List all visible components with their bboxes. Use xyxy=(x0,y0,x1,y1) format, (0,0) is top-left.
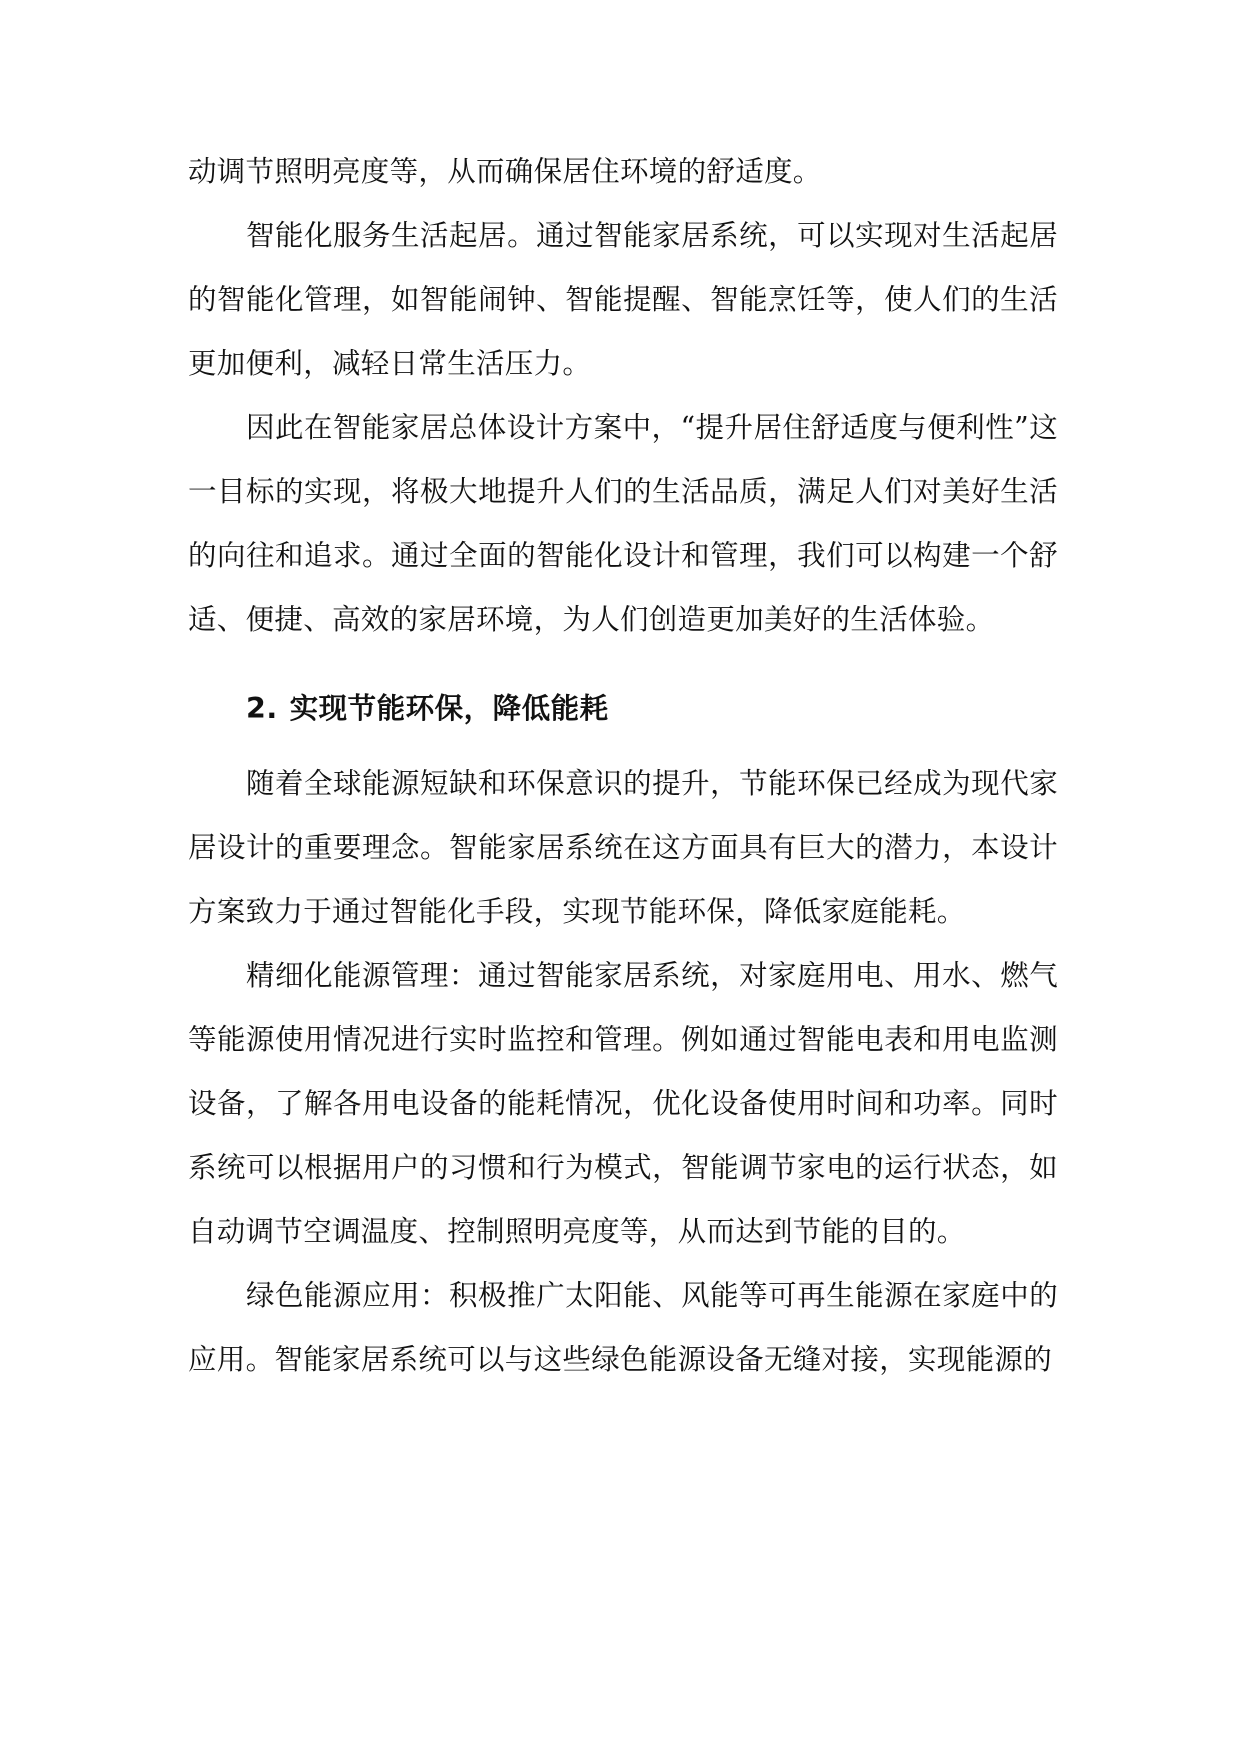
paragraph-smart-living-services: 智能化服务生活起居。通过智能家居系统，可以实现对生活起居的智能化管理，如智能闹钟、智能提醒、智能烹饪等，使人们的生活更加便利，减轻日常生活压力。 xyxy=(188,219,1058,380)
section-title: 实现节能环保，降低能耗 xyxy=(289,692,609,725)
paragraph-comfort-summary: 因此在智能家居总体设计方案中，“提升居住舒适度与便利性”这一目标的实现，将极大地提升人们的生活品质，满足人们对美好生活的向往和追求。通过全面的智能化设计和管理，我们可以构建一个舒适、便捷、高效的家居环境，为人们创造更加美好的生活体验。 xyxy=(188,411,1058,636)
paragraph-energy-intro: 随着全球能源短缺和环保意识的提升，节能环保已经成为现代家居设计的重要理念。智能家居系统在这方面具有巨大的潜力，本设计方案致力于通过智能化手段，实现节能环保，降低家庭能耗。 xyxy=(188,767,1058,928)
section-heading xyxy=(188,666,1058,752)
document-body xyxy=(188,140,1058,1392)
paragraph-green-energy: 绿色能源应用：积极推广太阳能、风能等可再生能源在家庭中的应用。智能家居系统可以与这些绿色能源设备无缝对接，实现能源的 xyxy=(188,1279,1058,1376)
paragraph-energy-management: 精细化能源管理：通过智能家居系统，对家庭用电、用水、燃气等能源使用情况进行实时监控和管理。例如通过智能电表和用电监测设备，了解各用电设备的能耗情况，优化设备使用时间和功率。同时系统可以根据用户的习惯和行为模式，智能调节家电的运行状态，如自动调节空调温度、控制照明亮度等，从而达到节能的目的。 xyxy=(188,959,1058,1248)
section-number: 2. xyxy=(246,692,278,725)
paragraph-continuation: 动调节照明亮度等，从而确保居住环境的舒适度。 xyxy=(188,155,822,188)
